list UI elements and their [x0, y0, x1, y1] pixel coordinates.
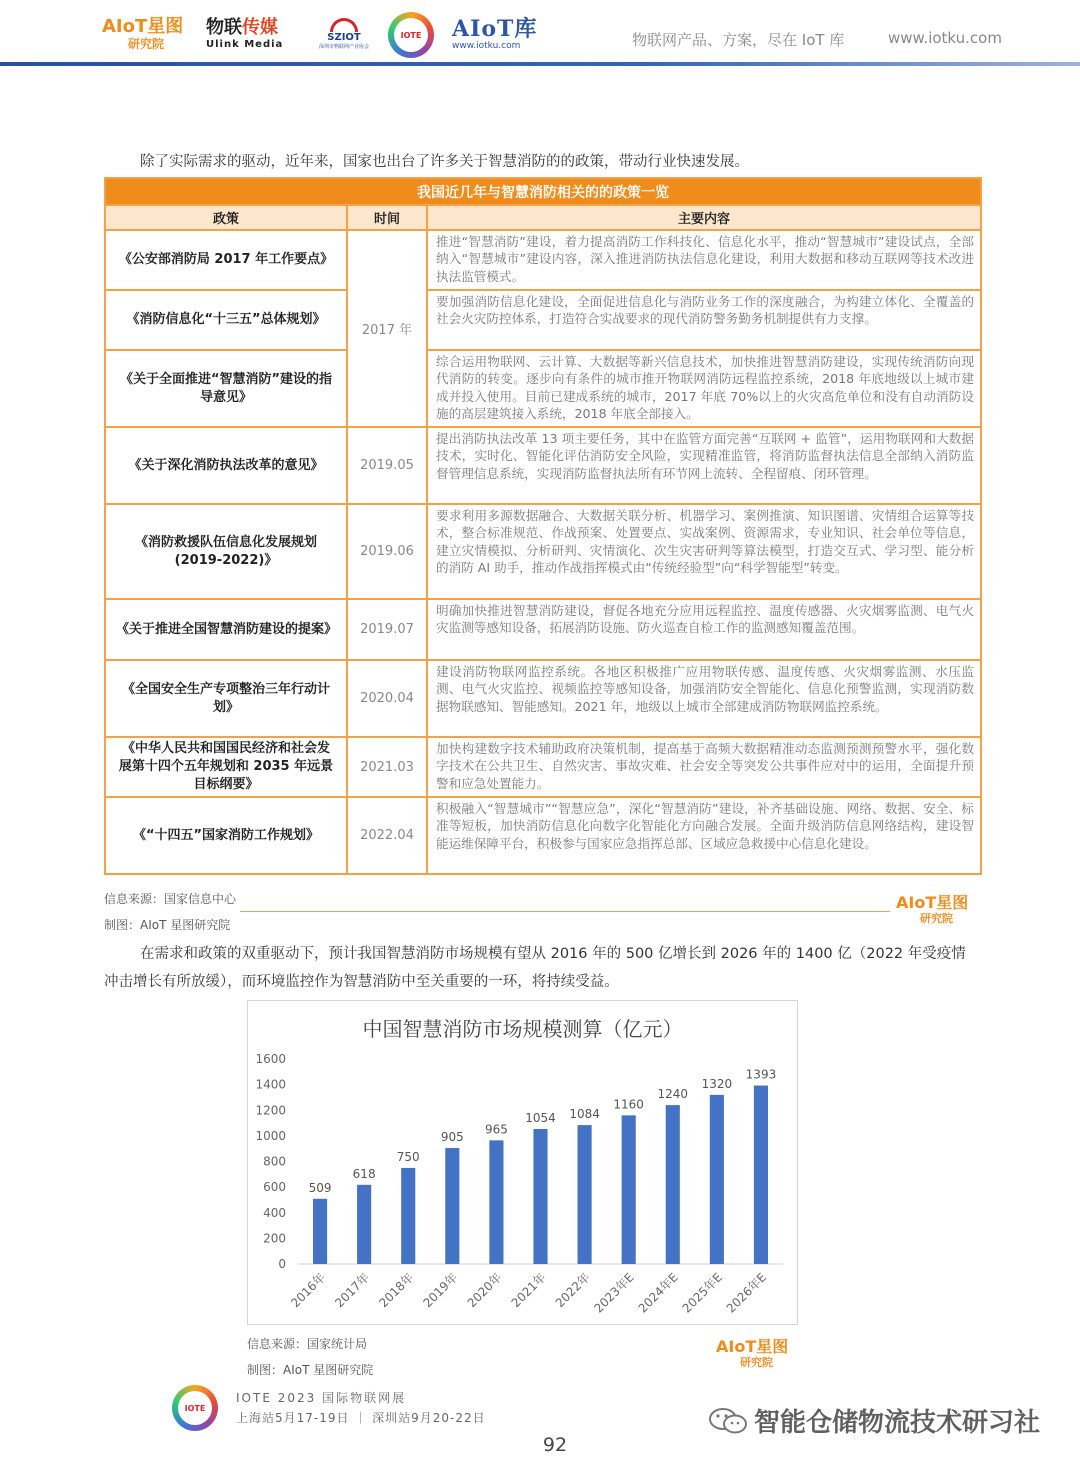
policy-time: 2019.07: [347, 599, 427, 660]
policy-content: 明确加快推进智慧消防建设，督促各地充分应用远程监控、温度传感器、火灾烟雾监测、电气火灾监测等感知设备，拓展消防设施、防火巡查自检工作的监测感知覆盖范围。: [427, 599, 981, 660]
policy-name: 《公安部消防局 2017 年工作要点》: [105, 230, 347, 290]
x-tick-label: 2024年E: [635, 1270, 681, 1316]
policy-content: 积极融入“智慧城市”“智慧应急”，深化“智慧消防”建设，补齐基础设施、网络、数据、安全、标准等短板，加快消防信息化向数字化智能化方向融合发展。全面升级消防信息网络结构，建设智能运维保障平台，积极参与国家应急指挥总部、区域应急救援中心信息化建设。: [427, 797, 981, 874]
policy-time: 2021.03: [347, 737, 427, 797]
x-tick-label: 2019年: [420, 1270, 461, 1311]
policy-content: 加快构建数字技术辅助政府决策机制，提高基于高频大数据精准动态监测预测预警水平，强化数字技术在公共卫生、自然灾害、事故灾难、社会安全等突发公共事件应对中的运用，全面提升预警和应急处置能力。: [427, 737, 981, 797]
bar: [666, 1105, 680, 1264]
y-tick-label: 1200: [255, 1103, 286, 1118]
policy-table: [104, 177, 982, 875]
data-label: 905: [440, 1130, 464, 1145]
column-header-content: 主要内容: [427, 205, 981, 230]
data-label: 965: [484, 1122, 508, 1137]
sziot-arc-icon: [330, 18, 358, 32]
chart-title: 中国智慧消防市场规模测算（亿元）: [362, 1017, 683, 1041]
table-row: [105, 797, 981, 874]
table-source-text: 信息来源：国家信息中心: [104, 892, 237, 906]
policy-time: 2020.04: [347, 660, 427, 737]
market-size-chart: [247, 1000, 798, 1325]
data-label: 1160: [613, 1097, 644, 1112]
table-row: [105, 504, 981, 599]
policy-content: 建设消防物联网监控系统。各地区积极推广应用物联传感、温度传感、火灾烟雾监测、水压监测、电气火灾监控、视频监控等感知设备，加强消防安全智能化、信息化预警监测，实现消防数据物联感知、智能感知。2021 年，地级以上城市全部建成消防物联网监控系统。: [427, 660, 981, 737]
column-header-time: 时间: [347, 205, 427, 230]
chart-source-text: 信息来源：国家统计局: [247, 1337, 368, 1351]
y-tick-label: 200: [263, 1231, 286, 1246]
x-tick-label: 2018年: [376, 1270, 417, 1311]
y-tick-label: 1600: [255, 1052, 286, 1066]
sziot-logo: SZIOT 深圳市物联网产业协会: [316, 12, 372, 56]
table-row: [105, 737, 981, 797]
page-header: [0, 0, 1080, 68]
y-tick-label: 800: [263, 1154, 286, 1169]
x-tick-label: 2016年: [288, 1270, 329, 1311]
x-tick-label: 2021年: [508, 1270, 549, 1311]
policy-name: 《消防救援队伍信息化发展规划(2019-2022)》: [105, 504, 347, 599]
policy-content: 要求利用多源数据融合、大数据关联分析、机器学习、案例推演、知识图谱、灾情组合运算等技术，整合标准规范、作战预案、处置要点、实战案例、资源需求，专业知识、社会单位等信息，建立灾情模拟、分析研判、灾情演化、次生灾害研判等算法模型，打造交互式、学习型、能分析的消防 AI 助手，推动作战指挥模式由“传统经验型”向“科学智能型”转变。: [427, 504, 981, 599]
bar: [445, 1148, 459, 1264]
column-header-policy: 政策: [105, 205, 347, 230]
policy-content: 推进“智慧消防”建设，着力提高消防工作科技化、信息化水平，推动“智慧城市”建设试点，全部纳入“智慧城市”建设内容，深入推进消防执法信息化建设，利用大数据和移动互联网等技术改进执法监管模式。: [427, 230, 981, 290]
header-slogan: 物联网产品、方案，尽在 IoT 库: [632, 31, 845, 49]
policy-content: 综合运用物联网、云计算、大数据等新兴信息技术，加快推进智慧消防建设，实现传统消防向现代消防的转变。逐步向有条件的城市推开物联网消防远程监控系统，2018 年底地级以上城市建成并投入使用。目前已建成系统的城市，2017 年底 70%以上的火灾高危单位和没有自动消防设施的高层建筑接入系统，2018 年底全部接入。: [427, 350, 981, 427]
data-label: 1240: [657, 1087, 689, 1102]
page-number: 92: [542, 1434, 568, 1456]
bar: [622, 1115, 636, 1264]
table-maker-text: 制图：AIoT 星图研究院: [104, 918, 231, 932]
policy-content: 要加强消防信息化建设，全面促进信息化与消防业务工作的深度融合，为构建立体化、全覆盖的社会火灾防控体系，打造符合实战要求的现代消防警务勤务机制提供有力支撑。: [427, 290, 981, 350]
aiot-research-logo: AIoT星图 研究院: [102, 16, 184, 51]
bar: [754, 1086, 768, 1264]
policy-time: 2017 年: [347, 230, 427, 427]
policy-name: 《消防信息化“十三五”总体规划》: [105, 290, 347, 350]
header-site-url[interactable]: www.iotku.com: [888, 29, 1002, 47]
data-label: 750: [396, 1149, 420, 1164]
policy-name: 《关于全面推进“智慧消防”建设的指导意见》: [105, 350, 347, 427]
policy-time: 2022.04: [347, 797, 427, 874]
data-label: 1393: [745, 1067, 777, 1082]
bar: [578, 1125, 592, 1264]
table-row: [105, 599, 981, 660]
aiot-research-mini-logo: AIoT星图 研究院: [896, 893, 969, 925]
data-label: 1084: [569, 1107, 600, 1122]
x-tick-label: 2022年: [552, 1270, 593, 1311]
data-label: 618: [352, 1166, 376, 1181]
intro-paragraph: 除了实际需求的驱动，近年来，国家也出台了许多关于智慧消防的的政策，带动行业快速发展。: [140, 154, 749, 170]
data-label: 1320: [701, 1076, 733, 1091]
policy-time: 2019.05: [347, 427, 427, 504]
table-row: [105, 290, 981, 350]
source-divider: [240, 911, 890, 912]
aiot-research-mini-logo: AIoT星图 研究院: [716, 1337, 789, 1369]
x-tick-label: 2026年E: [723, 1270, 770, 1316]
bar: [313, 1199, 327, 1264]
bar: [357, 1185, 371, 1264]
y-tick-label: 1000: [255, 1128, 286, 1143]
ulink-media-logo: 物联传媒 Ulink Media: [206, 17, 284, 50]
footer-expo-dates: 上海站5月17-19日 ｜ 深圳站9月20-22日: [236, 1411, 486, 1425]
x-tick-label: 2017年: [332, 1270, 373, 1311]
chart-plot: [248, 1001, 799, 1326]
iote-footer-logo: IOTE: [172, 1385, 218, 1431]
table-row: [105, 350, 981, 427]
wechat-icon: [708, 1407, 748, 1435]
y-tick-label: 0: [278, 1257, 286, 1271]
policy-content: 提出消防执法改革 13 项主要任务，其中在监管方面完善“互联网 + 监管”，运用物联网和大数据技术，实时化、智能化评估消防安全风险，实现精准监管，将消防监督执法信息全部纳入消防监督管理信息系统，实现消防监督执法所有环节网上流转、全程留痕、闭环管理。: [427, 427, 981, 504]
market-paragraph: 在需求和政策的双重驱动下，预计我国智慧消防市场规模有望从 2016 年的 500 亿增长到 2026 年的 1400 亿（2022 年受疫情冲击增长有所放缓），而环境监控作为智慧消防中至关重要的一环，将持续受益。: [104, 946, 966, 990]
y-tick-label: 600: [263, 1180, 286, 1195]
iote-logo: IOTE: [388, 12, 434, 58]
bar: [401, 1168, 415, 1264]
policy-name: 《中华人民共和国国民经济和社会发展第十四个五年规划和 2035 年远景目标纲要》: [105, 737, 347, 797]
x-tick-label: 2025年E: [679, 1270, 725, 1316]
table-row: [105, 230, 981, 290]
table-row: [105, 660, 981, 737]
x-tick-label: 2023年E: [591, 1270, 637, 1316]
bar: [710, 1095, 724, 1264]
policy-name: 《全国安全生产专项整治三年行动计划》: [105, 660, 347, 737]
chart-maker-text: 制图：AIoT 星图研究院: [247, 1363, 374, 1377]
data-label: 1054: [525, 1110, 556, 1125]
y-tick-label: 1400: [255, 1077, 286, 1092]
policy-time: 2019.06: [347, 504, 427, 599]
footer-expo-title: IOTE 2023 国际物联网展: [236, 1391, 407, 1405]
bar: [489, 1140, 503, 1264]
wechat-watermark: 智能仓储物流技术研习社: [708, 1402, 1040, 1439]
policy-name: 《“十四五”国家消防工作规划》: [105, 797, 347, 874]
policy-name: 《关于深化消防执法改革的意见》: [105, 427, 347, 504]
bar: [533, 1129, 547, 1264]
x-tick-label: 2020年: [464, 1270, 505, 1311]
data-label: 509: [308, 1180, 332, 1195]
header-divider: [0, 62, 1080, 66]
table-caption: 我国近几年与智慧消防相关的的政策一览: [105, 178, 981, 205]
table-row: [105, 427, 981, 504]
y-tick-label: 400: [263, 1205, 286, 1220]
aiotku-logo: AIoT库 www.iotku.com: [452, 15, 538, 51]
policy-name: 《关于推进全国智慧消防建设的提案》: [105, 599, 347, 660]
